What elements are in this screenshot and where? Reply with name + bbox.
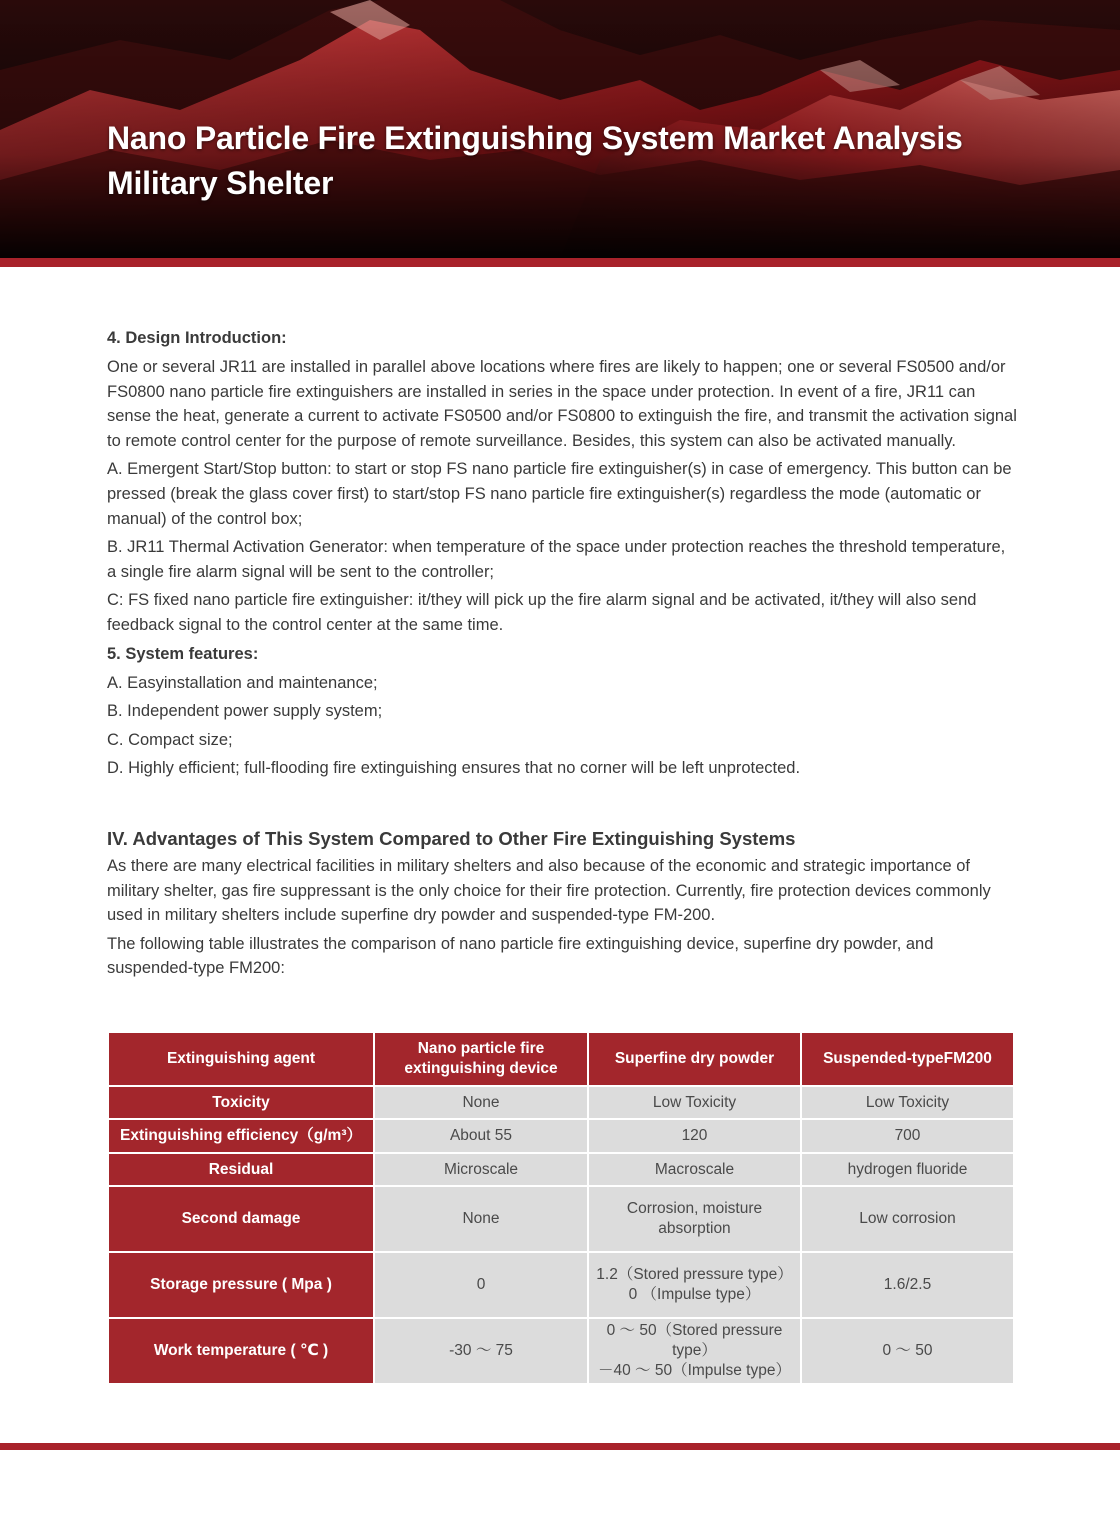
table-header-cell: Nano particle fire extinguishing device — [374, 1032, 588, 1086]
row-header-cell: Extinguishing efficiency（g/m³） — [108, 1119, 374, 1153]
table-cell: None — [374, 1086, 588, 1119]
table-row — [108, 1186, 1014, 1252]
table-header-row — [108, 1032, 1014, 1086]
table-cell: 1.6/2.5 — [801, 1252, 1014, 1318]
table-cell: hydrogen fluoride — [801, 1153, 1014, 1186]
header-divider — [0, 258, 1120, 267]
table-cell: None — [374, 1186, 588, 1252]
row-header-cell: Residual — [108, 1153, 374, 1186]
table-header-cell: Extinguishing agent — [108, 1032, 374, 1086]
page-title-line2: Military Shelter — [107, 165, 334, 201]
table-cell: Corrosion, moisture absorption — [588, 1186, 801, 1252]
row-header-cell: Work temperature ( ℃ ) — [108, 1318, 374, 1384]
feature-item: D. Highly efficient; full-flooding fire extinguishing ensures that no corner will be left unprotected. — [107, 759, 801, 778]
section-heading-advantages: IV. Advantages of This System Compared to Other Fire Extinguishing Systems — [107, 827, 796, 849]
section-heading-features: 5. System features: — [107, 644, 259, 663]
table-cell: 120 — [588, 1119, 801, 1153]
advantages-paragraph: As there are many electrical facilities in military shelters and also because of the economic and strategic importance of military shelter, gas fire suppressant is the only choice for their fire protection. Currently, fire protection devices commonly used in military shelters include superfine dry powder and suspended-type FM-200. — [107, 856, 991, 925]
table-row — [108, 1318, 1014, 1384]
main-content — [107, 326, 1017, 985]
row-header-cell: Second damage — [108, 1186, 374, 1252]
feature-item: B. Independent power supply system; — [107, 702, 383, 721]
table-cell: Microscale — [374, 1153, 588, 1186]
design-item-b: B. JR11 Thermal Activation Generator: when temperature of the space under protection reaches the threshold temperature, a single fire alarm signal will be sent to the controller; — [107, 538, 1006, 581]
table-cell: 1.2（Stored pressure type） 0 （Impulse type） — [588, 1252, 801, 1318]
comparison-table — [107, 1031, 1015, 1385]
table-header-cell: Suspended-typeFM200 — [801, 1032, 1014, 1086]
table-row — [108, 1119, 1014, 1153]
feature-item: C. Compact size; — [107, 730, 233, 749]
table-header-cell: Superfine dry powder — [588, 1032, 801, 1086]
table-cell: Macroscale — [588, 1153, 801, 1186]
table-cell: 0 ～ 50（Stored pressure type） －40 ～ 50（Impulse type） — [588, 1318, 801, 1384]
design-paragraph: One or several JR11 are installed in parallel above locations where fires are likely to happen; one or several FS0500 and/or FS0800 nano particle fire extinguishers are installed in series in the space under protection. In event of a fire, JR11 can sense the heat, generate a current to activate FS0500 and/or FS0800 to extinguish the fire, and transmit the activation signal to remote control center for the purpose of remote surveillance. Besides, this system can also be activated manually. — [107, 358, 1017, 450]
table-cell: 0 — [374, 1252, 588, 1318]
row-header-cell: Toxicity — [108, 1086, 374, 1119]
page-title — [107, 116, 963, 206]
header-banner — [0, 0, 1120, 258]
table-intro-paragraph: The following table illustrates the comparison of nano particle fire extinguishing device, superfine dry powder, and suspended-type FM200: — [107, 934, 934, 978]
page-title-line1: Nano Particle Fire Extinguishing System Market Analysis — [107, 120, 963, 156]
table-cell: Low corrosion — [801, 1186, 1014, 1252]
feature-item: A. Easyinstallation and maintenance; — [107, 673, 378, 692]
design-item-c: C: FS fixed nano particle fire extinguisher: it/they will pick up the fire alarm signal and be activated, it/they will also send feedback signal to the control center at the same time. — [107, 591, 977, 634]
table-cell: 700 — [801, 1119, 1014, 1153]
table-row — [108, 1086, 1014, 1119]
table-cell: 0 ～ 50 — [801, 1318, 1014, 1384]
row-header-cell: Storage pressure ( Mpa ) — [108, 1252, 374, 1318]
design-item-a: A. Emergent Start/Stop button: to start or stop FS nano particle fire extinguisher(s) in case of emergency. This button can be pressed (break the glass cover first) to start/stop FS nano particle fire extinguisher(s) regardless the mode (automatic or manual) of the control box; — [107, 460, 1012, 528]
table-cell: Low Toxicity — [588, 1086, 801, 1119]
footer-divider — [0, 1443, 1120, 1450]
table-cell: About 55 — [374, 1119, 588, 1153]
section-heading-design: 4. Design Introduction: — [107, 329, 287, 347]
table-cell: -30 ～ 75 — [374, 1318, 588, 1384]
table-row — [108, 1153, 1014, 1186]
table-cell: Low Toxicity — [801, 1086, 1014, 1119]
table-row — [108, 1252, 1014, 1318]
